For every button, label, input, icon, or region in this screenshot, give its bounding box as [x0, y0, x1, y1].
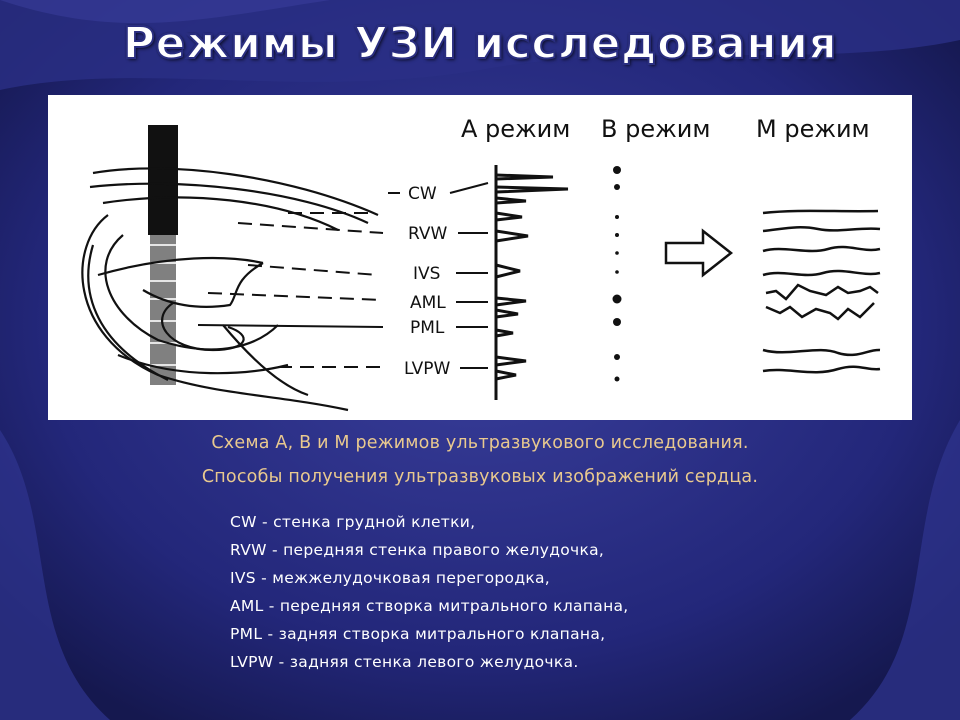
caption-line-1: Схема A, B и M режимов ультразвукового исследования. [211, 433, 749, 453]
legend-item-aml: AML - передняя створка митрального клапана, [230, 597, 629, 615]
label-pml: PML [410, 318, 445, 338]
a-mode-label: А режим [461, 115, 571, 143]
legend-item-pml: PML - задняя створка митрального клапана, [230, 625, 606, 643]
legend-item-rvw: RVW - передняя стенка правого желудочка, [230, 541, 605, 559]
label-lvpw: LVPW [404, 359, 451, 379]
slide-title: Режимы УЗИ исследования [122, 18, 838, 69]
ultrasound-modes-diagram [48, 95, 912, 420]
a-mode-trace [496, 165, 568, 400]
b-mode-label: В режим [601, 115, 711, 143]
diagram-canvas [48, 95, 912, 420]
legend-item-ivs: IVS - межжелудочковая перегородка, [230, 569, 551, 587]
m-mode-label: М режим [756, 115, 870, 143]
transducer-beam [148, 125, 178, 385]
label-rvw: RVW [408, 224, 448, 244]
label-cw: CW [408, 184, 437, 204]
m-mode-traces [763, 211, 880, 372]
legend-item-lvpw: LVPW - задняя стенка левого желудочка. [230, 653, 579, 671]
legend-item-cw: CW - стенка грудной клетки, [230, 513, 476, 531]
label-ivs: IVS [413, 264, 441, 284]
b-mode-dots [613, 166, 622, 382]
leader-lines [198, 183, 488, 368]
caption-line-2: Способы получения ультразвуковых изображений сердца. [201, 467, 759, 487]
mode-transition-arrow [666, 231, 731, 275]
abbreviation-legend [230, 508, 629, 676]
label-aml: AML [410, 293, 446, 313]
heart-sketch [82, 168, 378, 410]
